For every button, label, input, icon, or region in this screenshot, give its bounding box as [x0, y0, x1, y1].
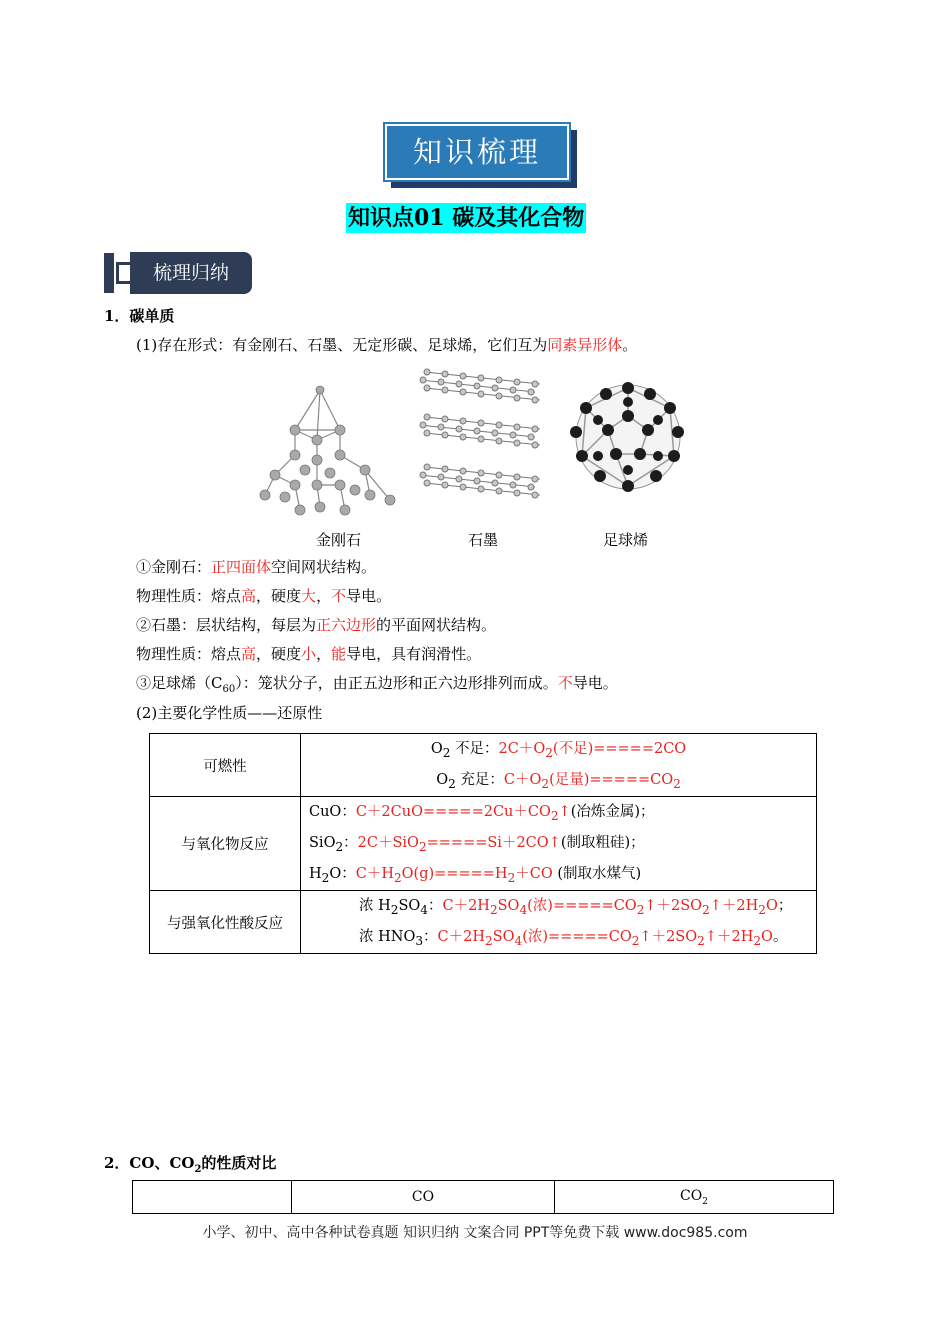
- row-label: 可燃性: [150, 734, 301, 797]
- caption-diamond: 金刚石: [316, 531, 362, 549]
- diamond-structure-image: [255, 385, 405, 520]
- acid-reaction-cell: [301, 891, 817, 954]
- equation-line: 浓 $HNO_3$：$C+2H_2SO_4$(浓)$=====CO_2↑+2SO_2↑+2H_2O$。: [359, 929, 788, 948]
- knowledge-point-title: 知识点01 碳及其化合物: [348, 205, 585, 231]
- section-tab-label: 梳理归纳: [152, 262, 229, 284]
- s1-line1: (1)存在形式：有金刚石、石墨、无定形碳、足球烯，它们互为同素异形体。: [136, 336, 638, 354]
- table-row: [133, 1181, 834, 1214]
- s2-heading: 2．CO、$CO_2$的性质对比: [104, 1154, 277, 1175]
- s1-heading: 1．碳单质: [104, 307, 175, 325]
- fullerene-structure-image: [570, 378, 686, 496]
- reducing-properties-table: [149, 733, 817, 954]
- equation-line: $H_2O$：$C+H_2O(g)=====H_2+CO$ (制取水煤气): [309, 866, 642, 885]
- banner-title: 知识梳理: [412, 135, 541, 169]
- caption-fullerene: 足球烯: [603, 531, 649, 549]
- section-banner: [385, 124, 577, 188]
- fullerene-line: ③足球烯$(C_{60})$：笼状分子，由正五边形和正六边形排列而成。不导电。: [136, 674, 618, 695]
- table-row: [150, 891, 817, 954]
- caption-graphite: 石墨: [468, 531, 499, 549]
- tab-decoration: [104, 253, 114, 293]
- graphite-structure-image: [415, 362, 550, 510]
- graphite-structure-line: ②石墨：层状结构，每层为正六边形的平面网状结构。: [136, 616, 497, 634]
- footer-text: 小学、初中、高中各种试卷真题 知识归纳 文案合同 PPT等免费下载 www.doc985.com: [202, 1225, 748, 1241]
- co-co2-comparison-table: [132, 1180, 834, 1214]
- chemical-properties-heading: (2)主要化学性质——还原性: [136, 704, 323, 722]
- diamond-property-line: 物理性质：熔点高，硬度大，不导电。: [136, 587, 392, 605]
- header-cell-co: CO: [292, 1181, 555, 1214]
- table-row: [150, 797, 817, 891]
- equation-line: SiO$_2$：2C＋SiO$_2$=====Si＋2CO↑(制取粗硅)；: [309, 835, 645, 854]
- graphite-property-line: 物理性质：熔点高，硬度小，能导电，具有润滑性。: [136, 645, 482, 663]
- tab-decoration-bracket: [116, 262, 130, 284]
- section-tab: [130, 252, 252, 294]
- equation-line: CuO：$C+2CuO=====2Cu+CO_2↑$(冶炼金属)；: [309, 804, 655, 823]
- combustion-cell: [301, 734, 817, 797]
- equation-line: $O_2$ 不足：$2C+O_2$(不足)=====2CO: [430, 741, 687, 760]
- table-row: [150, 734, 817, 797]
- equation-line: $O_2$ 充足：$C+O_2$(足量)$=====CO_2$: [436, 772, 681, 791]
- header-cell-co2: $CO_2$: [555, 1181, 834, 1214]
- oxide-reaction-cell: [301, 797, 817, 891]
- equation-line: 浓 $H_2SO_4$：$C+2H_2SO_4$(浓)$=====CO_2↑+2SO_2↑+2H_2O$；: [359, 898, 793, 917]
- row-label: 与强氧化性酸反应: [150, 891, 301, 954]
- row-label: 与氧化物反应: [150, 797, 301, 891]
- diamond-structure-line: ①金刚石：正四面体空间网状结构。: [136, 558, 377, 576]
- header-cell-empty: [133, 1181, 292, 1214]
